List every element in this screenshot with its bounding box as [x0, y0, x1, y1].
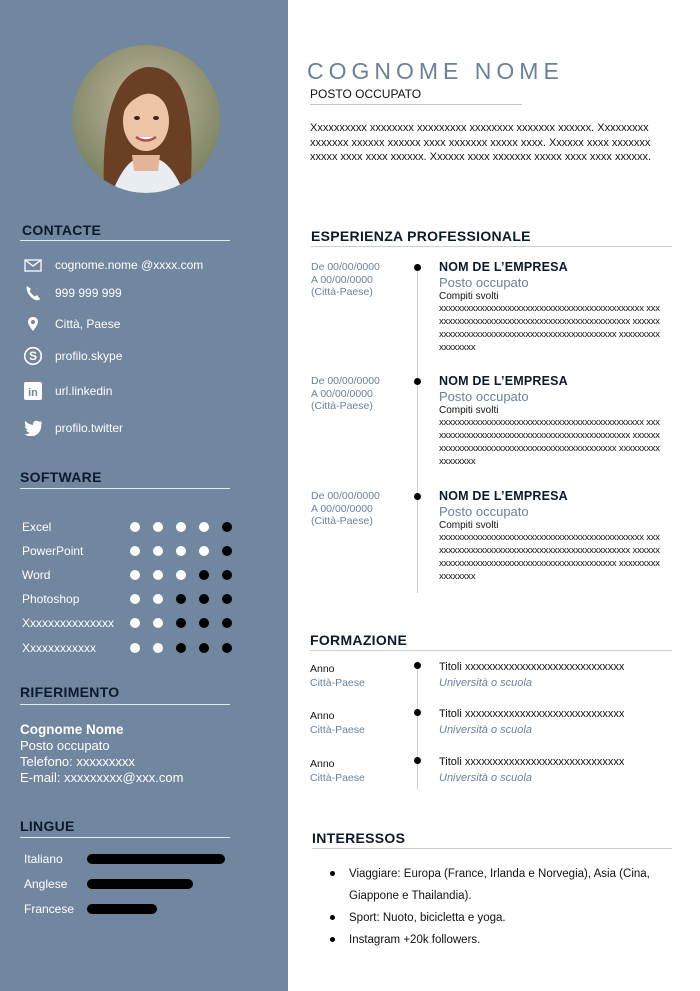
education-heading: FORMAZIONE [310, 632, 408, 648]
language-label: Anglese [24, 877, 68, 891]
rating-dot [153, 546, 163, 556]
rating-dot [130, 643, 140, 653]
job-title: POSTO OCCUPATO [310, 87, 422, 101]
experience-from: De 00/00/0000 [311, 375, 380, 387]
contacts-divider [20, 240, 230, 241]
rating-dot [222, 643, 232, 653]
software-label: Xxxxxxxxxxxxxxx [22, 616, 115, 630]
rating-dot [153, 522, 163, 532]
experience-role: Posto occupato [439, 504, 529, 519]
linkedin-icon [22, 381, 44, 401]
rating-dot [222, 594, 232, 604]
rating-dot [176, 618, 186, 628]
education-city: Città-Paese [310, 723, 365, 736]
languages-heading: LINGUE [20, 818, 75, 834]
contacts-heading: CONTACTE [22, 222, 102, 238]
experience-divider [311, 246, 672, 247]
intro-paragraph: Xxxxxxxxxx xxxxxxxx xxxxxxxxx xxxxxxxx xxxxxxx xxxxxx. Xxxxxxxxx xxxxxxx xxxxxx xxxxxx xxxx xxxxxxx xxxxx xxxx. Xxxxxx xxxx xxxxxxx xxxxx xxxx xxxx xxxxxx. Xxxxxx xxxx xxxxxxx xxxxx xxxx xxxx xxxxxx. [310, 122, 652, 164]
education-title: Titoli xxxxxxxxxxxxxxxxxxxxxxxxxxxxx [439, 756, 625, 768]
languages-divider [20, 837, 230, 838]
experience-to: A 00/00/0000 [311, 502, 373, 515]
education-year: Anno [310, 663, 335, 675]
experience-desc: xxxxxxxxxxxxxxxxxxxxxxxxxxxxxxxxxxxxxxxxxxxxx xxxxxxxxxxxxxxxxxxxxxxxxxxxxxxxxxxxxxxxxxxxxx xxxxxxxxxxxxxxxxxxxxxxxxxxxxxxxxxxxxxxxxxxxxx xxxxxxxxxxxxxxxxx [439, 303, 660, 353]
language-level-bar [87, 904, 157, 914]
education-school: Università o scuola [439, 772, 532, 784]
experience-dates [311, 261, 380, 299]
contact-linkedin-text: url.linkedin [55, 384, 113, 398]
experience-from: De 00/00/0000 [311, 490, 380, 502]
experience-role: Posto occupato [439, 275, 529, 290]
rating-dot [153, 594, 163, 604]
education-city: Città-Paese [310, 676, 365, 689]
experience-company: NOM DE L’EMPRESA [439, 489, 568, 503]
software-heading: SOFTWARE [20, 469, 102, 485]
contact-skype[interactable] [22, 346, 122, 366]
skill-rating [130, 594, 232, 604]
software-row [22, 543, 242, 559]
experience-tasks: Compiti svolti [439, 291, 499, 302]
experience-company: NOM DE L’EMPRESA [439, 260, 568, 274]
contact-location-text: Città, Paese [55, 317, 121, 331]
timeline-dot [414, 709, 421, 716]
reference-heading: RIFERIMENTO [20, 684, 120, 700]
language-row [24, 877, 193, 891]
rating-dot [222, 522, 232, 532]
experience-to: A 00/00/0000 [311, 273, 373, 286]
language-label: Francese [24, 902, 75, 916]
timeline-dot [414, 493, 421, 500]
sidebar [0, 0, 288, 991]
experience-from: De 00/00/0000 [311, 261, 380, 273]
reference-email[interactable]: E-mail: xxxxxxxxx@xxx.com [20, 770, 184, 785]
rating-dot [130, 570, 140, 580]
interest-item: Viaggiare: Europa (France, Irlanda e Norvegia), Asia (Cina, Giappone e Thailandia). [330, 863, 670, 907]
rating-dot [153, 643, 163, 653]
reference-block [20, 722, 183, 786]
timeline-dot [414, 378, 421, 385]
software-label: Excel [22, 520, 52, 534]
rating-dot [130, 618, 140, 628]
skill-rating [130, 618, 232, 628]
education-item [439, 706, 624, 738]
experience-item [439, 489, 661, 583]
skill-rating [130, 570, 232, 580]
skill-rating [130, 643, 232, 653]
job-title-divider [310, 104, 522, 105]
experience-to: A 00/00/0000 [311, 387, 373, 400]
contact-twitter-text: profilo.twitter [55, 421, 124, 435]
software-label: Word [22, 568, 51, 582]
reference-phone: Telefono: xxxxxxxxx [20, 754, 135, 769]
language-label: Italiano [24, 852, 63, 866]
experience-role: Posto occupato [439, 389, 529, 404]
contact-phone-text: 999 999 999 [55, 286, 122, 300]
software-label: PowerPoint [22, 544, 84, 558]
experience-tasks: Compiti svolti [439, 520, 499, 531]
rating-dot [176, 546, 186, 556]
education-item [439, 659, 624, 691]
rating-dot [130, 546, 140, 556]
reference-name: Cognome Nome [20, 722, 124, 737]
software-divider [20, 488, 230, 489]
education-meta [310, 663, 365, 690]
experience-tasks: Compiti svolti [439, 405, 499, 416]
interests-heading: INTERESSOS [312, 830, 406, 846]
contact-email-text: cognome.nome @xxxx.com [55, 258, 204, 272]
rating-dot [176, 522, 186, 532]
language-row [24, 902, 157, 916]
rating-dot [176, 594, 186, 604]
skill-rating [130, 522, 232, 532]
rating-dot [130, 594, 140, 604]
experience-desc: xxxxxxxxxxxxxxxxxxxxxxxxxxxxxxxxxxxxxxxxxxxxx xxxxxxxxxxxxxxxxxxxxxxxxxxxxxxxxxxxxxxxxxxxxx xxxxxxxxxxxxxxxxxxxxxxxxxxxxxxxxxxxxxxxxxxxxx xxxxxxxxxxxxxxxxx [439, 532, 660, 582]
interests-list [330, 863, 670, 951]
experience-place: (Città-Paese) [311, 400, 373, 413]
experience-place: (Città-Paese) [311, 286, 373, 299]
software-row [22, 591, 242, 607]
twitter-icon [22, 418, 44, 438]
contact-location[interactable] [22, 314, 120, 334]
software-label: Photoshop [22, 592, 80, 606]
software-row [22, 519, 242, 535]
education-school: Università o scuola [439, 724, 532, 736]
education-timeline [417, 664, 418, 790]
rating-dot [222, 570, 232, 580]
language-level-bar [87, 854, 225, 864]
rating-dot [199, 522, 209, 532]
envelope-icon [22, 255, 44, 275]
candidate-name: COGNOME NOME [307, 58, 564, 84]
reference-role: Posto occupato [20, 738, 110, 753]
rating-dot [153, 570, 163, 580]
reference-divider [20, 704, 230, 705]
education-item [439, 754, 624, 786]
contact-linkedin[interactable] [22, 381, 112, 401]
software-row [22, 567, 242, 583]
experience-item [439, 374, 661, 468]
education-title: Titoli xxxxxxxxxxxxxxxxxxxxxxxxxxxxx [439, 661, 625, 673]
rating-dot [153, 618, 163, 628]
location-pin-icon [22, 314, 44, 334]
rating-dot [199, 618, 209, 628]
language-row [24, 852, 225, 866]
svg-text:in: in [28, 387, 38, 399]
software-label: Xxxxxxxxxxxx [22, 641, 97, 655]
education-year: Anno [310, 710, 335, 722]
contact-skype-text: profilo.skype [55, 349, 123, 363]
interest-item: Sport: Nuoto, bicicletta e yoga. [330, 907, 670, 929]
contact-phone[interactable] [22, 283, 122, 303]
experience-timeline [417, 265, 418, 593]
experience-item [439, 260, 661, 354]
interests-divider [312, 848, 672, 849]
rating-dot [130, 522, 140, 532]
timeline-dot [414, 757, 421, 764]
rating-dot [222, 618, 232, 628]
timeline-dot [414, 662, 421, 669]
interest-item: Instagram +20k followers. [330, 929, 670, 951]
education-meta [310, 710, 365, 737]
rating-dot [199, 643, 209, 653]
experience-place: (Città-Paese) [311, 515, 373, 528]
software-row [22, 615, 242, 631]
experience-company: NOM DE L’EMPRESA [439, 374, 568, 388]
experience-dates [311, 490, 380, 528]
education-city: Città-Paese [310, 771, 365, 784]
contact-twitter[interactable] [22, 418, 123, 438]
experience-desc: xxxxxxxxxxxxxxxxxxxxxxxxxxxxxxxxxxxxxxxxxxxxx xxxxxxxxxxxxxxxxxxxxxxxxxxxxxxxxxxxxxxxxxxxxx xxxxxxxxxxxxxxxxxxxxxxxxxxxxxxxxxxxxxxxxxxxxx xxxxxxxxxxxxxxxxx [439, 417, 660, 467]
experience-dates [311, 375, 380, 413]
education-title: Titoli xxxxxxxxxxxxxxxxxxxxxxxxxxxxx [439, 708, 625, 720]
language-level-bar [87, 879, 193, 889]
rating-dot [176, 643, 186, 653]
rating-dot [222, 546, 232, 556]
rating-dot [199, 570, 209, 580]
experience-heading: ESPERIENZA PROFESSIONALE [311, 228, 531, 244]
education-school: Università o scuola [439, 677, 532, 689]
skype-icon [22, 346, 44, 366]
education-divider [310, 650, 672, 651]
profile-photo [72, 45, 220, 193]
education-meta [310, 758, 365, 785]
phone-icon [22, 283, 44, 303]
rating-dot [199, 594, 209, 604]
software-row [22, 640, 242, 656]
contact-email[interactable] [22, 255, 203, 275]
rating-dot [176, 570, 186, 580]
timeline-dot [414, 264, 421, 271]
svg-text:S: S [28, 349, 38, 364]
skill-rating [130, 546, 232, 556]
rating-dot [199, 546, 209, 556]
education-year: Anno [310, 758, 335, 770]
